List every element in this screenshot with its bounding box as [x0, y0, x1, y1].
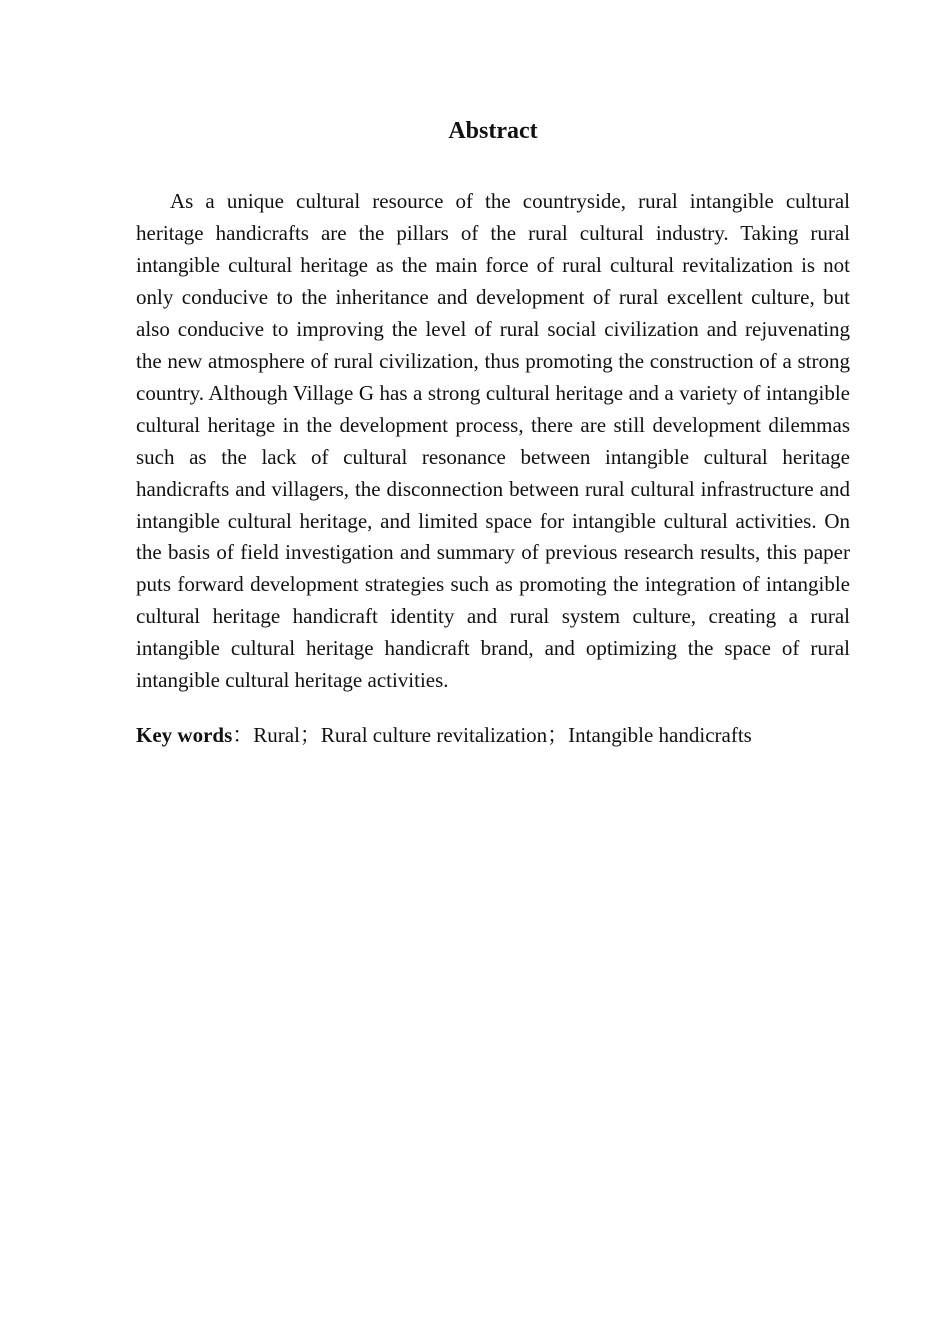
keywords-colon: ：	[232, 723, 254, 747]
keyword-separator: ；	[547, 723, 569, 747]
keyword-item: Intangible handicrafts	[568, 723, 752, 747]
abstract-title: Abstract	[448, 118, 538, 144]
abstract-paragraph: As a unique cultural resource of the countryside, rural intangible cultural heritage handicrafts are the pillars of the rural cultural industry. Taking rural intangible cultural heritage as the main force of rural cultural revitalization is not only conducive to the inheritance and development of rural excellent culture, but also conducive to improving the level of rural social civilization and rejuvenating the new atmosphere of rural civilization, thus promoting the construction of a strong country. Although Village G has a strong cultural heritage and a variety of intangible cultural heritage in the development process, there are still development dilemmas such as the lack of cultural resonance between intangible cultural heritage handicrafts and villagers, the disconnection between rural cultural infrastructure and intangible cultural heritage, and limited space for intangible cultural activities. On the basis of field investigation and summary of previous research results, this paper puts forward development strategies such as promoting the integration of intangible cultural heritage handicraft identity and rural system culture, creating a rural intangible cultural heritage handicraft brand, and optimizing the space of rural intangible cultural heritage activities.	[136, 189, 850, 693]
keyword-item: Rural	[253, 723, 300, 747]
keyword-separator: ；	[299, 723, 321, 747]
keywords-label: Key words	[136, 723, 233, 747]
keywords-line	[136, 719, 850, 751]
keyword-item: Rural culture revitalization	[320, 723, 548, 747]
